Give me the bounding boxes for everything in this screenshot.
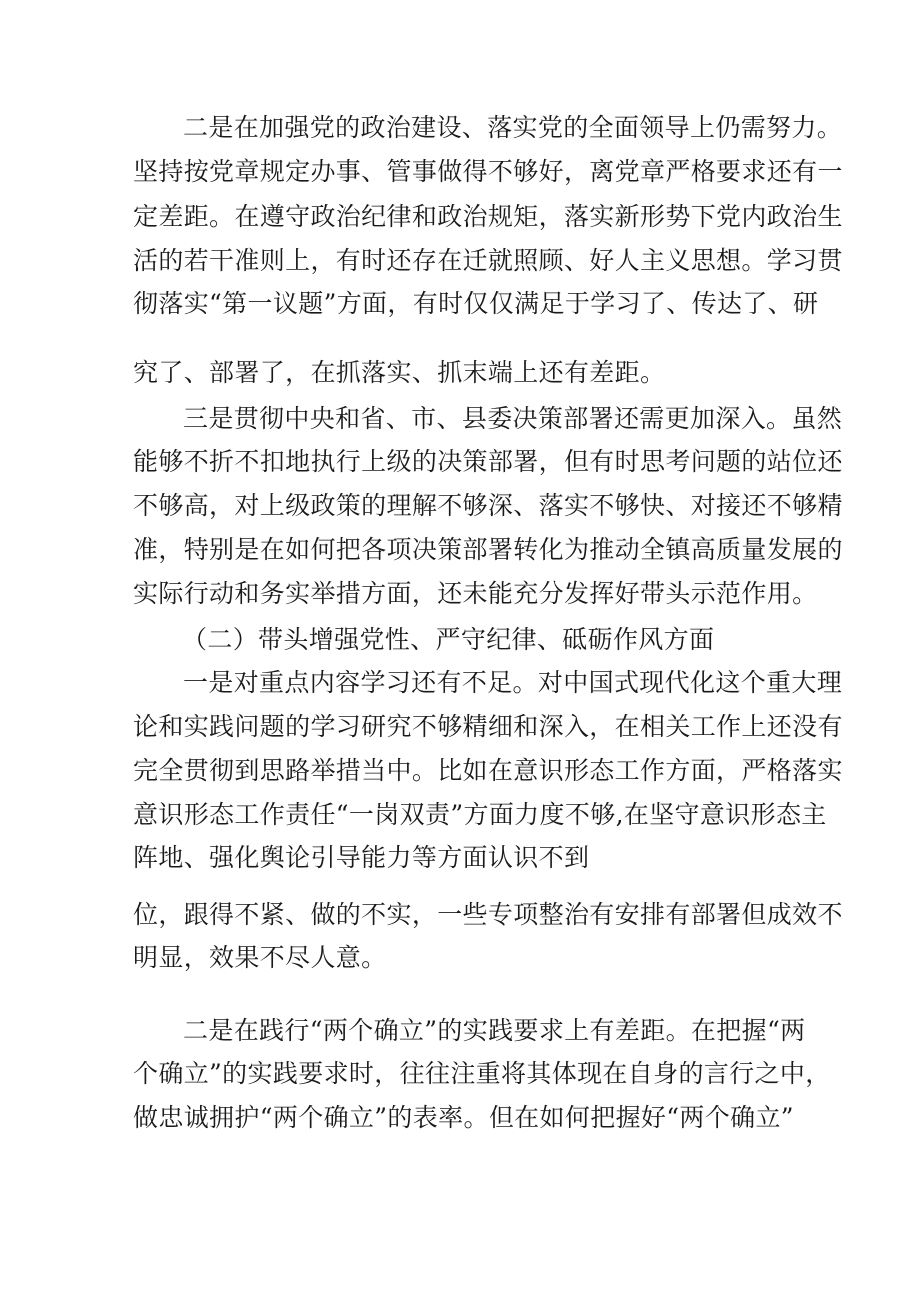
paragraph-line: 论和实践问题的学习研究不够精细和深入，在相关工作上还没有 [133,712,843,741]
paragraph-line: 意识形态工作责任“一岗双责”方面力度不够,在坚守意识形态主 [133,800,827,829]
paragraph-line: 做忠诚拥护“两个确立”的表率。但在如何把握好“两个确立” [133,1103,794,1132]
paragraph-line: 明显，效果不尽人意。 [133,943,387,972]
paragraph-line: 究了、部署了，在抓落实、抓末端上还有差距。 [133,358,666,387]
section-heading: （二）带头增强党性、严守纪律、砥砺作风方面 [182,625,715,654]
paragraph-line: 能够不折不扣地执行上级的决策部署，但有时思考问题的站位还 [133,447,843,476]
paragraph-line: 活的若干准则上，有时还存在迁就照顾、好人主义思想。学习贯 [133,246,843,275]
paragraph-line: 二是在践行“两个确立”的实践要求上有差距。在把握“两 [183,1016,806,1045]
paragraph-line: 三是贯彻中央和省、市、县委决策部署还需更加深入。虽然 [183,404,843,433]
paragraph-line: 坚持按党章规定办事、管事做得不够好，离党章严格要求还有一 [133,157,843,186]
paragraph-line: 不够高，对上级政策的理解不够深、落实不够快、对接还不够精 [133,491,843,520]
paragraph-line: 完全贯彻到思路举措当中。比如在意识形态工作方面，严格落实 [133,756,843,785]
paragraph-line: 定差距。在遵守政治纪律和政治规矩，落实新形势下党内政治生 [133,202,843,231]
paragraph-line: 个确立”的实践要求时，往往注重将其体现在自身的言行之中， [133,1059,831,1088]
paragraph-line: 位，跟得不紧、做的不实，一些专项整治有安排有部署但成效不 [133,900,843,929]
paragraph-line: 阵地、强化舆论引导能力等方面认识不到 [133,843,590,872]
paragraph-line: 实际行动和务实举措方面，还未能充分发挥好带头示范作用。 [133,579,818,608]
paragraph-line: 二是在加强党的政治建设、落实党的全面领导上仍需努力。 [183,113,843,142]
paragraph-line: 一是对重点内容学习还有不足。对中国式现代化这个重大理 [183,668,843,697]
paragraph-line: 准，特别是在如何把各项决策部署转化为推动全镇高质量发展的 [133,535,843,564]
paragraph-line: 彻落实“第一议题”方面，有时仅仅满足于学习了、传达了、研 [133,289,819,318]
